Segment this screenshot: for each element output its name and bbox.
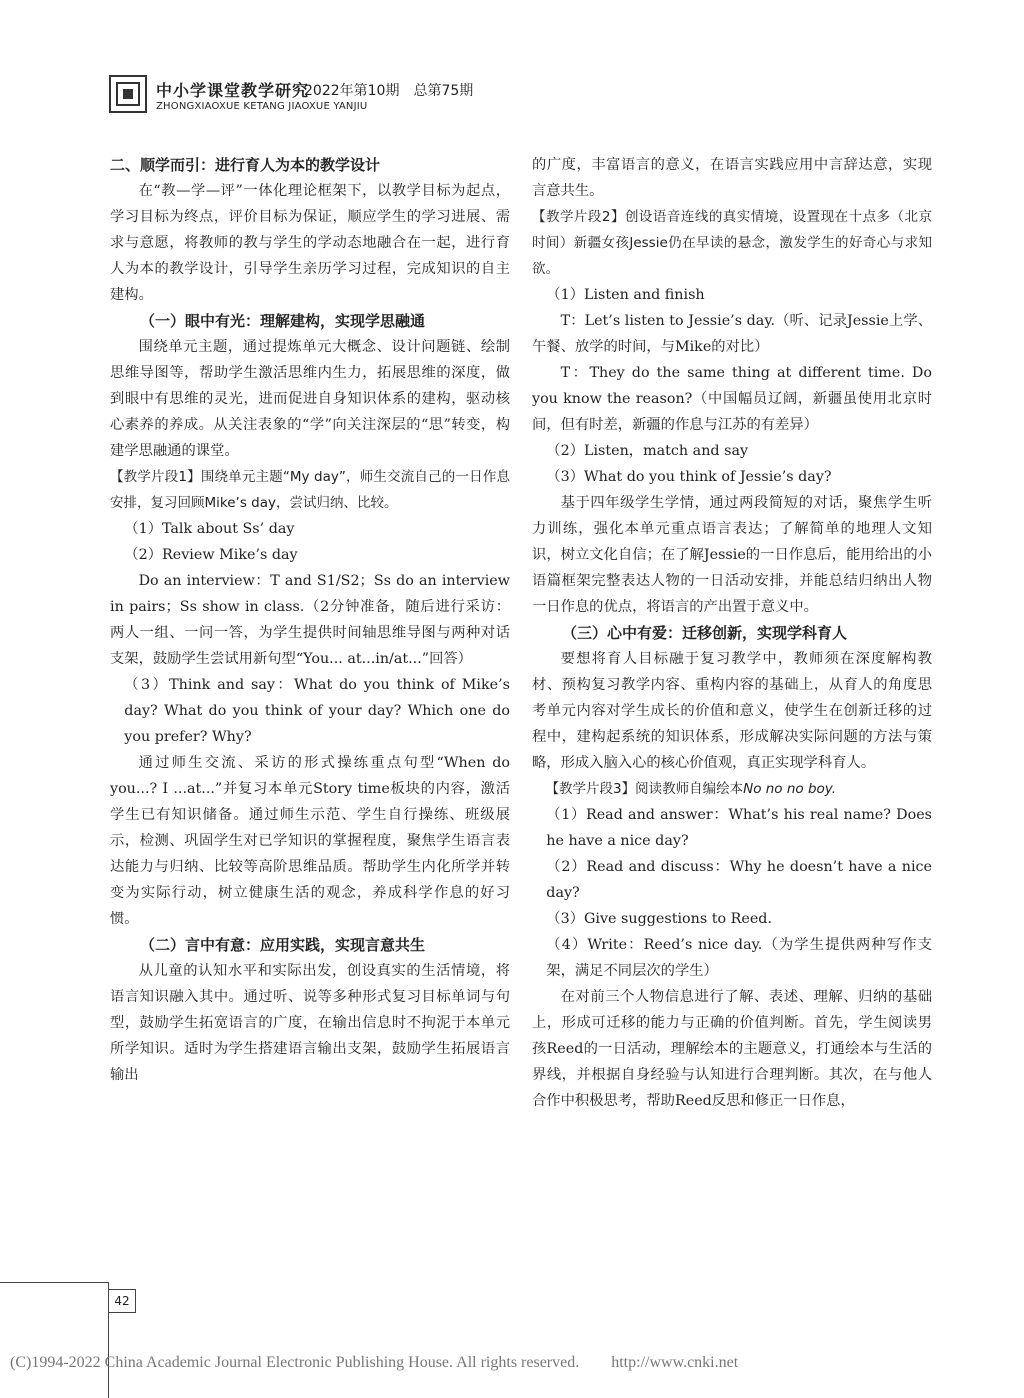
- teaching-fragment: [532, 776, 932, 802]
- paragraph: 通过师生交流、采访的形式操练重点句型“When do you...? I ...at...”并复习本单元Story time板块的内容，激活学生已有知识储备。通过师生示范、学生自行操练、班级展示，检测、巩固学生对已学知识的掌握程度，聚焦学生语言表达能力与归纳、比较等高阶思维品质。帮助学生内化所学并转变为实际行动，树立健康生活的观念，养成科学作息的好习惯。: [110, 755, 510, 927]
- picture-book-title: No no no boy.: [743, 781, 837, 797]
- journal-name: 中小学课堂教学研究: [156, 81, 310, 100]
- step-item: （4）Write：Reed’s nice day.（为学生提供两种写作支架，满足不同层次的学生）: [546, 937, 932, 979]
- subsection-heading: （一）眼中有光：理解建构，实现学思融通: [140, 312, 426, 330]
- step-item: （2）Read and discuss：Why he doesn’t have a nice day?: [546, 859, 932, 901]
- paragraph: 围绕单元主题，通过提炼单元大概念、设计问题链、绘制思维导图等，帮助学生激活思维内生力，拓展思维的深度，做到眼中有思维的灵光，进而促进自身知识体系的建构，驱动核心素养的养成。从关注表象的“学”向关注深层的“思”转变，构建学思融通的课堂。: [110, 339, 510, 459]
- dialogue-line: T：Let’s listen to Jessie’s day.（听、记录Jessie上学、午餐、放学的时间，与Mike的对比）: [532, 313, 932, 355]
- journal-header: [108, 74, 708, 134]
- issue-info: 2022年第10期 总第75期: [304, 83, 474, 99]
- step-item: （1）Listen and finish: [546, 287, 705, 303]
- subsection-heading: （二）言中有意：应用实践，实现言意共生: [140, 936, 426, 954]
- step-item: （2）Listen，match and say: [546, 443, 749, 459]
- step-item: （1）Read and answer：What’s his real name? Does he have a nice day?: [546, 807, 932, 849]
- step-item: （3）Think and say：What do you think of Mike’s day? What do you think of your day? Which one do you prefer? Why?: [124, 677, 510, 745]
- step-item: （3）What do you think of Jessie’s day?: [546, 469, 832, 485]
- page-number: 42: [108, 1289, 136, 1313]
- step-item: （1）Talk about Ss’ day: [124, 521, 295, 537]
- step-detail: Do an interview：T and S1/S2；Ss do an interview in pairs；Ss show in class.（2分钟准备，随后进行采访：两人一组、一问一答，为学生提供时间轴思维导图与两种对话支架，鼓励学生尝试用新句型“You... at...in/at...”回答）: [110, 573, 510, 667]
- subsection-heading: （三）心中有爱：迁移创新，实现学科育人: [562, 624, 848, 642]
- step-item: （3）Give suggestions to Reed.: [546, 911, 773, 927]
- journal-pinyin: ZHONGXIAOXUE KETANG JIAOXUE YANJIU: [156, 101, 368, 112]
- paragraph: 在“教—学—评”一体化理论框架下，以教学目标为起点，学习目标为终点，评价目标为保证，顺应学生的学习进展、需求与意愿，将教师的教与学生的学动态地融合在一起，进行育人为本的教学设计，引导学生亲历学习过程，完成知识的自主建构。: [110, 183, 510, 303]
- dialogue-line: T：They do the same thing at different time. Do you know the reason?（中国幅员辽阔，新疆虽使用北京时间，但有时差，新疆的作息与江苏的有差异）: [532, 365, 932, 433]
- paragraph: 从儿童的认知水平和实际出发，创设真实的生活情境，将语言知识融入其中。通过听、说等多种形式复习目标单词与句型，鼓励学生拓宽语言的广度，在输出信息时不拘泥于本单元所学知识。适时为学生搭建语言输出支架，鼓励学生拓展语言输出: [110, 963, 510, 1083]
- left-column: [110, 152, 510, 1088]
- copyright-footer: (C)1994-2022 China Academic Journal Electronic Publishing House. All rights reserved. http://www.cnki.net: [10, 1354, 739, 1371]
- journal-logo-icon: [108, 74, 148, 114]
- section-heading: 二、顺学而引：进行育人为本的教学设计: [110, 156, 381, 174]
- teaching-fragment: 【教学片段2】创设语音连线的真实情境，设置现在十点多（北京时间）新疆女孩Jessie仍在早读的悬念，激发学生的好奇心与求知欲。: [532, 209, 932, 277]
- teaching-fragment: 【教学片段1】围绕单元主题“My day”，师生交流自己的一日作息安排，复习回顾Mike’s day，尝试归纳、比较。: [110, 469, 510, 511]
- paragraph: 基于四年级学生学情，通过两段简短的对话，聚焦学生听力训练，强化本单元重点语言表达；了解简单的地理人文知识，树立文化自信；在了解Jessie的一日作息后，能用给出的小语篇框架完整表达人物的一日活动安排，并能总结归纳出人物一日作息的优点，将语言的产出置于意义中。: [532, 495, 932, 615]
- fragment-prefix: 【教学片段3】阅读教师自编绘本: [545, 781, 744, 797]
- step-item: （2）Review Mike’s day: [124, 547, 298, 563]
- right-column: [532, 152, 932, 1114]
- paragraph: 的广度，丰富语言的意义，在语言实践应用中言辞达意，实现言意共生。: [532, 157, 932, 199]
- paragraph: 在对前三个人物信息进行了解、表述、理解、归纳的基础上，形成可迁移的能力与正确的价值判断。首先，学生阅读男孩Reed的一日活动，理解绘本的主题意义，打通绘本与生活的界线，并根据自身经验与认知进行合理判断。其次，在与他人合作中积极思考，帮助Reed反思和修正一日作息，: [532, 989, 932, 1109]
- paragraph: 要想将育人目标融于复习教学中，教师须在深度解构教材、预构复习教学内容、重构内容的基础上，从育人的角度思考单元内容对学生成长的价值和意义，使学生在创新迁移的过程中，建构起系统的知识体系，形成解决实际问题的方法与策略，形成入脑入心的核心价值观，真正实现学科育人。: [532, 651, 932, 771]
- footer-rule: [0, 1282, 108, 1283]
